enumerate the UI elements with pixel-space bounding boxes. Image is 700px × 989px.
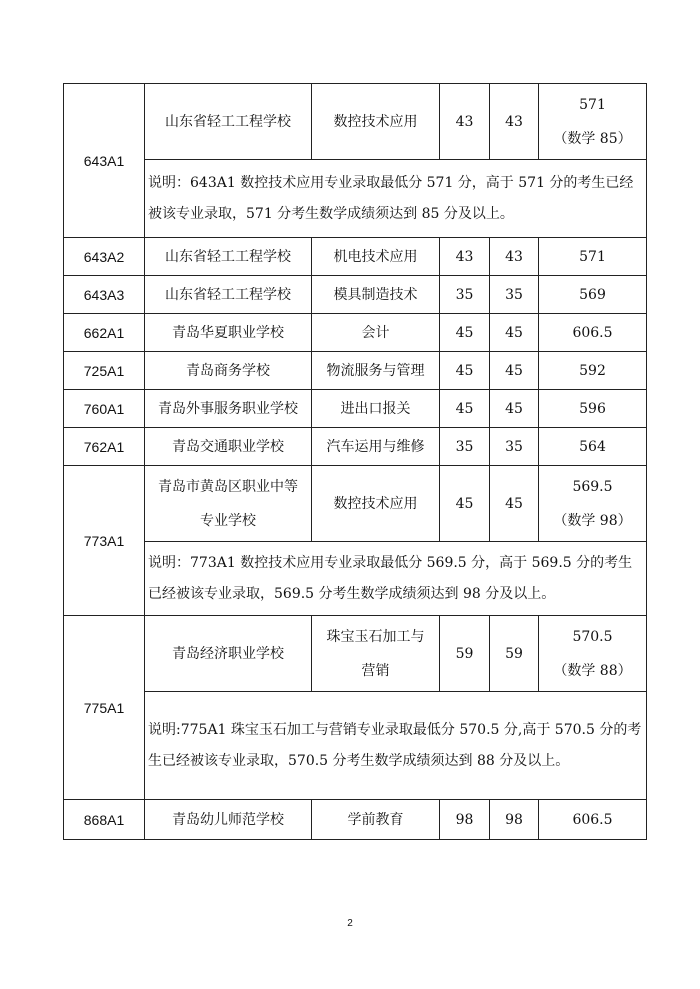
admitted-cell: 45	[490, 314, 539, 352]
score-cell: 606.5	[539, 314, 647, 352]
note-cell: 说明：773A1 数控技术应用专业录取最低分 569.5 分，高于 569.5 分的考生已经被该专业录取，569.5 分考生数学成绩须达到 98 分及以上。	[145, 542, 647, 616]
score-cell: 571	[539, 238, 647, 276]
table-row	[64, 800, 647, 840]
school-cell: 山东省轻工工程学校	[145, 238, 312, 276]
code-cell: 868A1	[64, 800, 145, 840]
admitted-cell: 43	[490, 238, 539, 276]
plan-cell: 35	[440, 428, 490, 466]
admitted-cell: 59	[490, 616, 539, 692]
score-cell: 592	[539, 352, 647, 390]
admitted-cell: 45	[490, 352, 539, 390]
school-cell: 山东省轻工工程学校	[145, 276, 312, 314]
plan-cell: 35	[440, 276, 490, 314]
school-cell: 青岛经济职业学校	[145, 616, 312, 692]
major-cell: 会计	[312, 314, 440, 352]
plan-cell: 98	[440, 800, 490, 840]
score-value: 569.5	[572, 478, 613, 495]
table-row	[64, 466, 647, 542]
major-cell: 汽车运用与维修	[312, 428, 440, 466]
score-note: （数学 98）	[553, 512, 632, 529]
table-row	[64, 314, 647, 352]
major-cell: 模具制造技术	[312, 276, 440, 314]
table-row	[64, 616, 647, 692]
plan-cell: 45	[440, 352, 490, 390]
note-cell: 说明：643A1 数控技术应用专业录取最低分 571 分，高于 571 分的考生已经被该专业录取，571 分考生数学成绩须达到 85 分及以上。	[145, 160, 647, 238]
note-cell: 说明:775A1 珠宝玉石加工与营销专业录取最低分 570.5 分,高于 570.5 分的考生已经被该专业录取，570.5 分考生数学成绩须达到 88 分及以上。	[145, 692, 647, 800]
code-cell: 760A1	[64, 390, 145, 428]
school-line-1: 青岛市黄岛区职业中等	[158, 478, 298, 495]
table-row	[64, 84, 647, 160]
major-line-2: 营销	[361, 662, 390, 679]
score-cell: 606.5	[539, 800, 647, 840]
table-row	[64, 428, 647, 466]
plan-cell: 45	[440, 314, 490, 352]
plan-cell: 45	[440, 466, 490, 542]
code-cell: 643A3	[64, 276, 145, 314]
admitted-cell: 45	[490, 466, 539, 542]
score-cell: 564	[539, 428, 647, 466]
school-cell: 青岛交通职业学校	[145, 428, 312, 466]
note-row	[64, 160, 647, 238]
school-cell	[145, 466, 312, 542]
plan-cell: 45	[440, 390, 490, 428]
admission-table	[63, 83, 647, 840]
score-cell: 569	[539, 276, 647, 314]
admitted-cell: 35	[490, 276, 539, 314]
major-cell: 进出口报关	[312, 390, 440, 428]
admitted-cell: 98	[490, 800, 539, 840]
code-cell: 773A1	[64, 466, 145, 616]
table-row	[64, 352, 647, 390]
note-row	[64, 692, 647, 800]
score-cell: 596	[539, 390, 647, 428]
code-cell: 662A1	[64, 314, 145, 352]
score-note: （数学 85）	[553, 130, 632, 147]
major-cell: 数控技术应用	[312, 466, 440, 542]
school-cell: 山东省轻工工程学校	[145, 84, 312, 160]
major-cell: 数控技术应用	[312, 84, 440, 160]
school-cell: 青岛外事服务职业学校	[145, 390, 312, 428]
score-cell	[539, 84, 647, 160]
school-cell: 青岛幼儿师范学校	[145, 800, 312, 840]
school-line-2: 专业学校	[200, 512, 256, 529]
code-cell: 762A1	[64, 428, 145, 466]
score-cell	[539, 466, 647, 542]
admitted-cell: 43	[490, 84, 539, 160]
major-cell	[312, 616, 440, 692]
score-note: （数学 88）	[553, 662, 632, 679]
plan-cell: 59	[440, 616, 490, 692]
major-cell: 学前教育	[312, 800, 440, 840]
table-row	[64, 390, 647, 428]
page-number: 2	[347, 918, 353, 929]
table-row	[64, 238, 647, 276]
school-cell: 青岛华夏职业学校	[145, 314, 312, 352]
code-cell: 643A1	[64, 84, 145, 238]
plan-cell: 43	[440, 84, 490, 160]
code-cell: 775A1	[64, 616, 145, 800]
school-cell: 青岛商务学校	[145, 352, 312, 390]
major-cell: 机电技术应用	[312, 238, 440, 276]
code-cell: 643A2	[64, 238, 145, 276]
admitted-cell: 45	[490, 390, 539, 428]
table-row	[64, 276, 647, 314]
note-row	[64, 542, 647, 616]
plan-cell: 43	[440, 238, 490, 276]
score-cell	[539, 616, 647, 692]
code-cell: 725A1	[64, 352, 145, 390]
score-value: 571	[579, 96, 606, 113]
major-line-1: 珠宝玉石加工与	[326, 628, 425, 645]
score-value: 570.5	[572, 628, 613, 645]
major-cell: 物流服务与管理	[312, 352, 440, 390]
admitted-cell: 35	[490, 428, 539, 466]
